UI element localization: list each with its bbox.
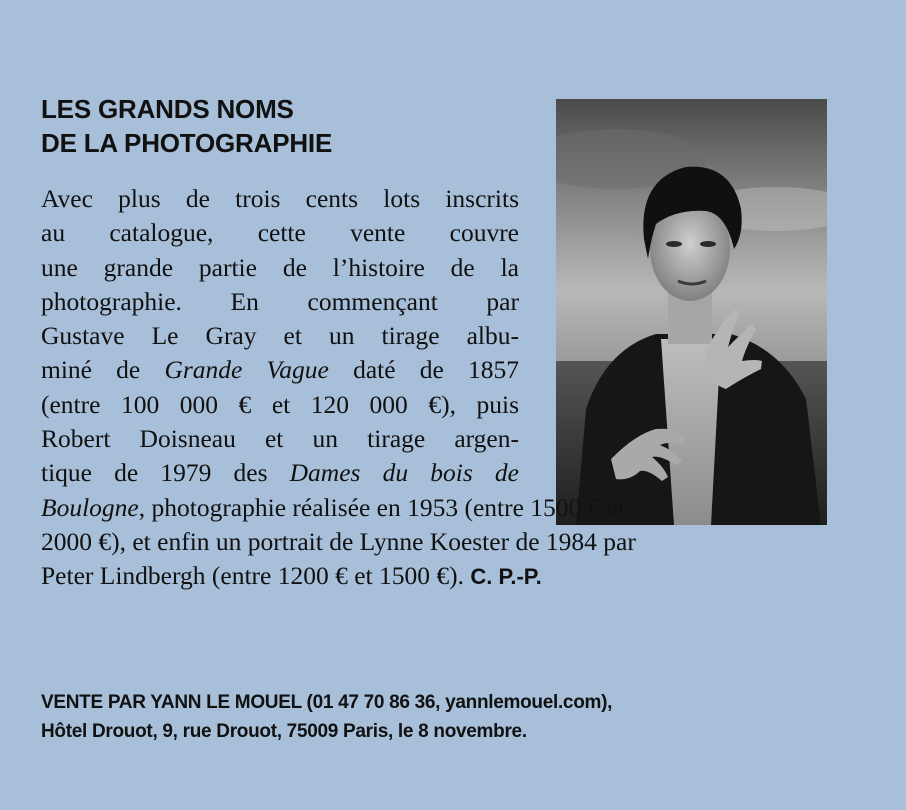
artwork-title: Grande Vague <box>164 355 329 385</box>
article-body <box>41 182 841 595</box>
body-line: (entre 100 000 € et 120 000 €), puis <box>41 389 519 419</box>
artwork-title: Boulogne <box>41 492 139 522</box>
author-signature: C. P.-P. <box>470 564 542 590</box>
body-line: au catalogue, cette vente couvre <box>41 218 519 248</box>
body-text-fragment: tique de 1979 des <box>41 458 290 488</box>
body-line: 2000 €), et enfin un portrait de Lynne Koester de 1984 par <box>41 526 636 556</box>
body-line: Gustave Le Gray et un tirage albu- <box>41 321 519 351</box>
body-text-fragment: daté de 1857 <box>328 355 519 385</box>
body-text-fragment: , photographie réalisée en 1953 (entre 1500 € et <box>138 492 626 522</box>
credits-line-2: Hôtel Drouot, 9, rue Drouot, 75009 Paris, le 8 novembre. <box>41 721 527 742</box>
body-line <box>41 559 841 594</box>
body-line: photographie. En commençant par <box>41 286 519 316</box>
body-text-fragment: miné de <box>41 355 165 385</box>
body-line: Robert Doisneau et un tirage argen- <box>41 424 519 454</box>
artwork-title: Dames du bois de <box>289 458 519 488</box>
headline-line-1: LES GRANDS NOMS <box>41 94 294 124</box>
headline-line-2: DE LA PHOTOGRAPHIE <box>41 128 333 158</box>
sale-credits <box>41 688 861 746</box>
body-line <box>41 353 519 387</box>
body-text-fragment: Peter Lindbergh (entre 1200 € et 1500 €). <box>41 561 471 591</box>
body-line <box>41 491 841 525</box>
credits-line-1: VENTE PAR YANN LE MOUEL (01 47 70 86 36, yannlemouel.com), <box>41 692 613 713</box>
body-line <box>41 456 519 490</box>
body-line: Avec plus de trois cents lots inscrits <box>41 184 519 213</box>
body-line: une grande partie de l’histoire de la <box>41 252 519 282</box>
